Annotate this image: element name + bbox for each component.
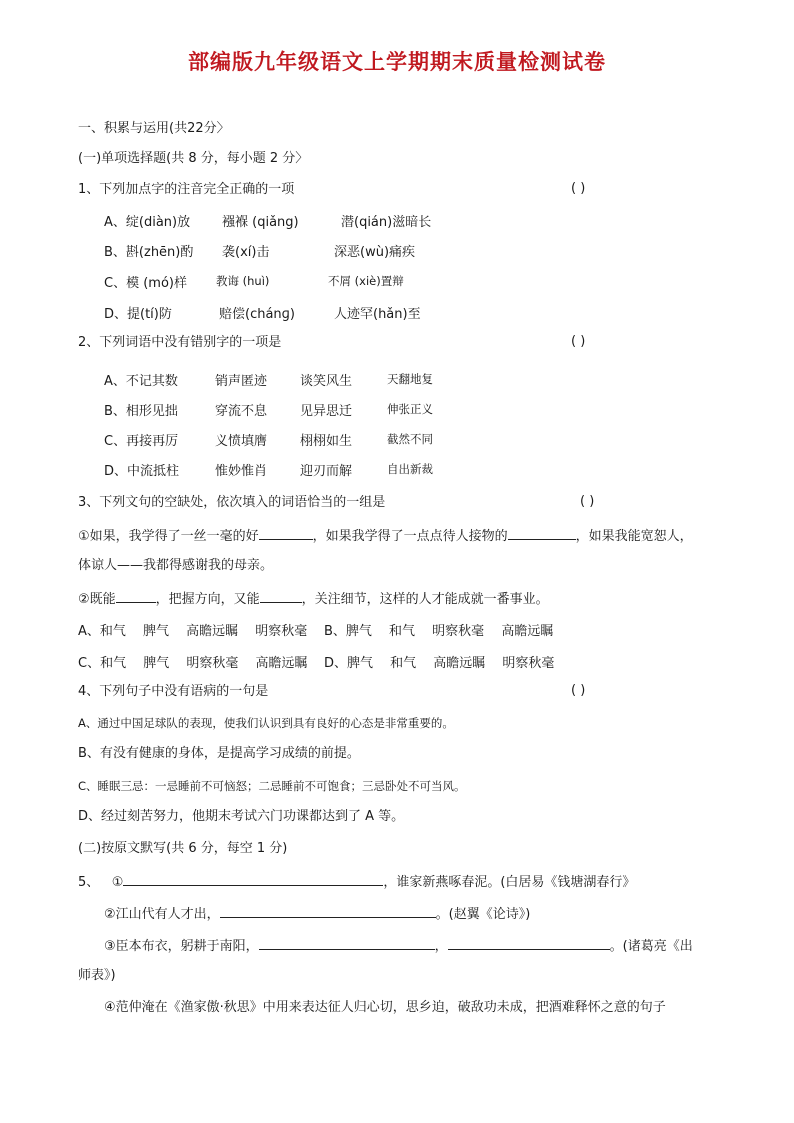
q4-option-c: C、睡眠三忌：一忌睡前不可恼怒；二忌睡前不可饱食；三忌卧处不可当风。: [78, 779, 466, 793]
section-heading: 一、积累与运用(共22分〉: [78, 121, 230, 136]
q2-option-c-word4: 截然不同: [387, 432, 433, 446]
q2-option-a-word4: 天翻地复: [387, 372, 433, 386]
fill-blank[interactable]: [508, 526, 576, 540]
q3-option-d: D、脾气 和气 高瞻远瞩 明察秋毫: [324, 656, 555, 671]
q1-option-c-word2: 教诲 (huì): [216, 274, 270, 288]
q3-option-b: B、脾气 和气 明察秋毫 高瞻远瞩: [324, 624, 554, 639]
q1-option-a: A、绽(diàn)放: [104, 215, 191, 230]
q5-line-3: ③臣本布衣，躬耕于南阳， ， 。(诸葛亮《出: [104, 936, 693, 956]
q1-option-c: C、模 (mó)样: [104, 276, 187, 291]
question-4-stem: 4、下列句子中没有语病的一句是: [78, 684, 269, 699]
subsection-heading: (二)按原文默写(共 6 分，每空 1 分): [78, 841, 288, 856]
fill-blank[interactable]: [448, 936, 610, 950]
answer-bracket: ( ): [580, 494, 595, 509]
q4-option-d: D、经过刻苦努力，他期末考试六门功课都达到了 A 等。: [78, 809, 405, 824]
question-2-stem: 2、下列词语中没有错别字的一项是: [78, 335, 282, 350]
q2-option-c: C、再接再厉: [104, 434, 179, 449]
answer-bracket: ( ): [571, 181, 586, 196]
q2-option-d-word4: 自出新裁: [387, 462, 433, 476]
q5-line-3-cont: 师表》): [78, 968, 116, 983]
q3-sentence-1: ①如果，我学得了一丝一毫的好 ，如果我学得了一点点待人接物的 ，如果我能宽恕人，: [78, 526, 693, 546]
q2-option-a: A、不记其数: [104, 374, 178, 389]
q4-option-a: A、通过中国足球队的表现，使我们认识到具有良好的心态是非常重要的。: [78, 716, 454, 730]
q5-line-2: ②江山代有人才出， 。(赵翼《论诗》): [104, 904, 530, 924]
q2-option-b-word4: 伸张正义: [387, 402, 433, 416]
q1-option-a-word3: 潜(qián)滋暗长: [341, 215, 432, 230]
q1-option-d-word2: 赔偿(chánɡ): [219, 307, 295, 322]
q5-line-1: 5、 ① ，谁家新燕啄春泥。(白居易《钱塘湖春行》: [78, 872, 635, 892]
q1-option-d: D、提(tí)防: [104, 307, 172, 322]
q2-option-a-word3: 谈笑风生: [300, 374, 353, 389]
answer-bracket: ( ): [571, 683, 586, 698]
q1-option-c-word3: 不屑 (xiè)置辩: [328, 274, 404, 288]
q1-option-a-word2: 襁褓 (qiǎng): [222, 215, 299, 230]
q1-option-d-word3: 人迹罕(hǎn)至: [334, 307, 421, 322]
answer-bracket: ( ): [571, 334, 586, 349]
fill-blank[interactable]: [259, 526, 313, 540]
q1-option-b: B、斟(zhēn)酌: [104, 245, 194, 260]
subsection-heading: (一)单项选择题(共 8 分，每小题 2 分〉: [78, 151, 309, 166]
q3-option-c: C、和气 脾气 明察秋毫 高瞻远瞩: [78, 656, 308, 671]
question-1-stem: 1、下列加点字的注音完全正确的一项: [78, 182, 295, 197]
fill-blank[interactable]: [260, 589, 302, 603]
q2-option-b: B、相形见拙: [104, 404, 178, 419]
question-3-stem: 3、下列文句的空缺处，依次填入的词语恰当的一组是: [78, 495, 386, 510]
q2-option-b-word3: 见异思迁: [300, 404, 353, 419]
q2-option-d: D、中流抵柱: [104, 464, 180, 479]
fill-blank[interactable]: [220, 904, 436, 918]
fill-blank[interactable]: [259, 936, 435, 950]
q3-sentence-2: ②既能 ，把握方向，又能 ，关注细节，这样的人才能成就一番事业。: [78, 589, 549, 609]
q1-option-b-word2: 袭(xí)击: [222, 245, 270, 260]
q3-option-a: A、和气 脾气 高瞻远瞩 明察秋毫: [78, 624, 308, 639]
q2-option-c-word3: 栩栩如生: [300, 434, 353, 449]
q2-option-a-word2: 销声匿迹: [215, 374, 268, 389]
q3-sentence-1-cont: 体谅人——我都得感谢我的母亲。: [78, 558, 274, 573]
page-title: 部编版九年级语文上学期期末质量检测试卷: [188, 50, 606, 74]
q1-option-b-word3: 深恶(wù)痛疾: [334, 245, 416, 260]
q2-option-d-word2: 惟妙惟肖: [215, 464, 268, 479]
fill-blank[interactable]: [116, 589, 156, 603]
fill-blank[interactable]: [123, 872, 383, 886]
q2-option-b-word2: 穿流不息: [215, 404, 268, 419]
q5-line-4: ④范仲淹在《渔家傲·秋思》中用来表达征人归心切，思乡迫，破敌功未成，把酒难释怀之意的句子: [104, 1000, 666, 1015]
q4-option-b: B、有没有健康的身体，是提高学习成绩的前提。: [78, 746, 360, 761]
q2-option-c-word2: 义愤填膺: [215, 434, 268, 449]
q2-option-d-word3: 迎刃而解: [300, 464, 353, 479]
